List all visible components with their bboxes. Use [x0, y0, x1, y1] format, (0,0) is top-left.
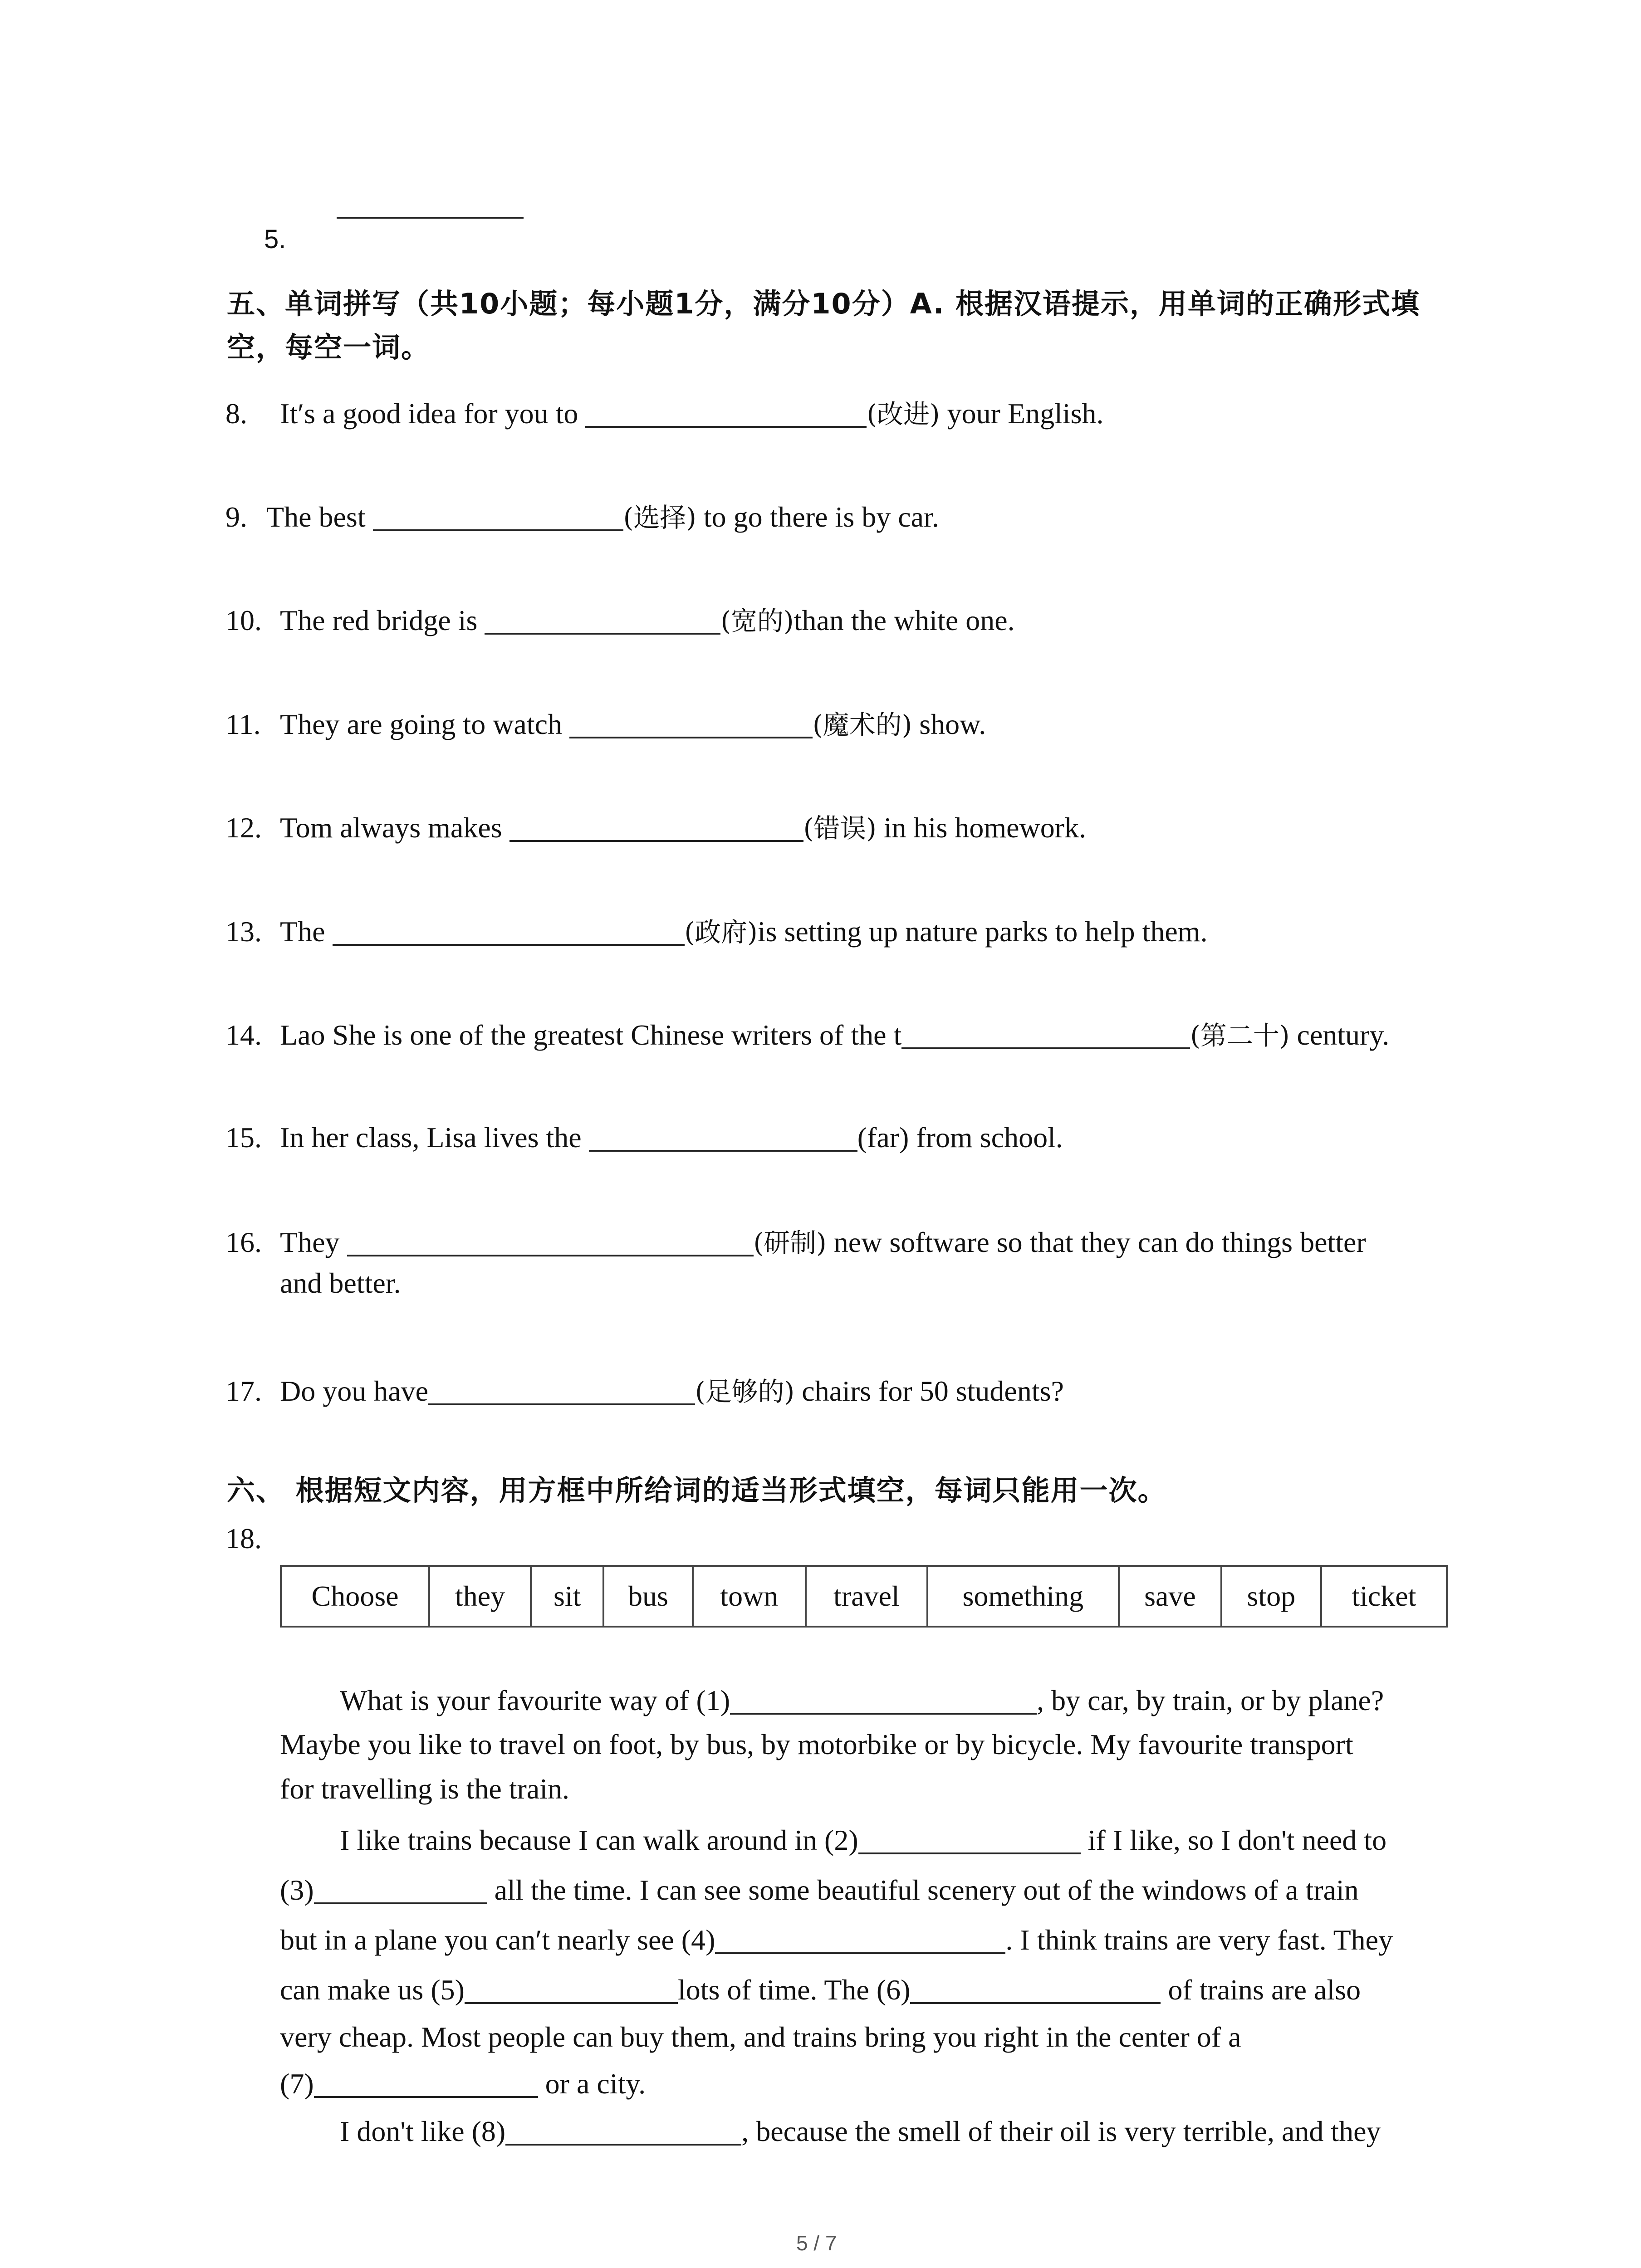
passage-blank-2[interactable]	[858, 1821, 1081, 1854]
passage-blank-7[interactable]	[314, 2064, 538, 2098]
chinese-hint: (错误)	[803, 813, 877, 844]
question-text: The	[280, 915, 333, 948]
passage-text: all the time. I can see some beautiful scenery out of the windows of a train	[487, 1873, 1359, 1906]
question-text-end: chairs for 50 students?	[794, 1375, 1064, 1407]
question-text-end: century.	[1289, 1019, 1390, 1051]
section5-heading	[227, 282, 1452, 369]
question-text: Lao She is one of the greatest Chinese writers of the t	[280, 1019, 902, 1051]
answer-blank[interactable]	[373, 498, 623, 531]
chinese-hint: (宽的)	[720, 606, 794, 636]
answer-blank[interactable]	[347, 1223, 754, 1256]
question-text: The red bridge is	[280, 604, 485, 636]
passage-line	[280, 1815, 1460, 1865]
chinese-hint: (足够的)	[695, 1376, 795, 1407]
question-text-end: from school.	[909, 1121, 1063, 1154]
question-number-5: 5.	[264, 225, 286, 254]
passage-text: (3)	[280, 1873, 314, 1906]
passage-line	[280, 1865, 1460, 1915]
passage-line: Maybe you like to travel on foot, by bus, by motorbike or by bicycle. My favourite transport	[280, 1728, 1353, 1761]
question-10	[225, 600, 1015, 638]
chinese-hint: (改进)	[867, 399, 940, 430]
answer-blank[interactable]	[428, 1372, 695, 1405]
answer-blank[interactable]	[509, 808, 803, 842]
question-number: 9.	[225, 501, 247, 533]
question-text: Do you have	[280, 1375, 429, 1407]
passage	[280, 1678, 1460, 2154]
passage-blank-3[interactable]	[314, 1871, 487, 1904]
passage-line: very cheap. Most people can buy them, and trains bring you right in the center of a	[280, 2021, 1241, 2053]
passage-text: of trains are also	[1161, 1974, 1361, 2006]
answer-blank[interactable]	[485, 601, 720, 635]
passage-blank-4[interactable]	[715, 1921, 1005, 1954]
word-hint: (far)	[857, 1121, 909, 1154]
question-number: 17.	[225, 1375, 262, 1407]
question-text: In her class, Lisa lives the	[280, 1121, 589, 1154]
passage-text: or a city.	[538, 2068, 646, 2100]
passage-text: , because the smell of their oil is very terrible, and they	[741, 2115, 1381, 2148]
passage-line	[280, 2109, 1460, 2154]
word-box-cell: travel	[806, 1566, 927, 1627]
question-text-end: to go there is by car.	[696, 501, 939, 533]
answer-blank[interactable]	[569, 705, 813, 738]
section5-heading-line1: 五、单词拼写（共10小题；每小题1分，满分10分）A. 根据汉语提示，用单词的正确形式填	[227, 287, 1420, 320]
passage-text: lots of time. The (6)	[677, 1974, 911, 2006]
passage-text: . I think trains are very fast. They	[1005, 1923, 1393, 1956]
question-number: 8.	[225, 397, 247, 430]
question-9	[225, 496, 939, 534]
question-text: They are going to watch	[280, 708, 569, 740]
passage-blank-5[interactable]	[465, 1970, 678, 2004]
passage-blank-8[interactable]	[505, 2112, 741, 2146]
passage-line	[280, 1678, 1460, 1722]
section6-heading: 六、 根据短文内容，用方框中所给词的适当形式填空，每词只能用一次。	[227, 1474, 1167, 1507]
passage-text: I like trains because I can walk around in (2)	[340, 1823, 858, 1856]
question-number: 11.	[225, 708, 261, 740]
word-box-cell: stop	[1221, 1566, 1321, 1627]
question-16	[225, 1222, 1366, 1260]
section5-heading-line2: 空，每空一词。	[227, 331, 431, 364]
question-number: 12.	[225, 811, 262, 844]
passage-text: (7)	[280, 2068, 314, 2100]
word-box-cell: ticket	[1321, 1566, 1447, 1627]
answer-blank[interactable]	[589, 1118, 857, 1152]
word-box-cell: something	[927, 1566, 1119, 1627]
passage-text: What is your favourite way of (1)	[340, 1684, 730, 1716]
question-number: 13.	[225, 915, 262, 948]
question-text-end: new software so that they can do things better	[826, 1226, 1366, 1258]
question-text-end: your English.	[940, 397, 1104, 430]
question-text: The best	[266, 501, 373, 533]
answer-line-5[interactable]	[337, 217, 524, 219]
question-14	[225, 1014, 1389, 1052]
word-box-cell: town	[693, 1566, 806, 1627]
question-13	[225, 911, 1208, 949]
word-box-cell: they	[429, 1566, 531, 1627]
chinese-hint: (选择)	[623, 502, 696, 533]
question-text: They	[280, 1226, 347, 1258]
chinese-hint: (魔术的)	[813, 709, 912, 740]
page-number: 5 / 7	[796, 2231, 837, 2255]
word-box	[280, 1565, 1448, 1628]
question-number: 16.	[225, 1226, 262, 1258]
question-number: 15.	[225, 1121, 262, 1154]
passage-line	[280, 1965, 1460, 2015]
passage-text: can make us (5)	[280, 1974, 465, 2006]
passage-text: , by car, by train, or by plane?	[1037, 1684, 1384, 1716]
word-box-cell: bus	[603, 1566, 692, 1627]
word-box-cell: save	[1119, 1566, 1221, 1627]
question-text-end: than the white one.	[794, 604, 1015, 636]
answer-blank[interactable]	[901, 1016, 1190, 1049]
passage-blank-1[interactable]	[730, 1681, 1037, 1715]
passage-line	[280, 1915, 1460, 1965]
question-text: Tom always makes	[280, 811, 509, 844]
chinese-hint: (研制)	[753, 1227, 827, 1258]
chinese-hint: (第二十)	[1190, 1020, 1290, 1051]
passage-blank-6[interactable]	[910, 1970, 1161, 2004]
answer-blank[interactable]	[585, 394, 867, 428]
question-number-18: 18.	[225, 1522, 262, 1554]
passage-line	[280, 2059, 1460, 2109]
question-text-end: show.	[912, 708, 986, 740]
question-text-end: in his homework.	[876, 811, 1087, 844]
question-11	[225, 704, 986, 742]
passage-text: but in a plane you can′t nearly see (4)	[280, 1923, 715, 1956]
word-box-cell: Choose	[281, 1566, 429, 1627]
question-number: 14.	[225, 1019, 262, 1051]
passage-text: I don't like (8)	[340, 2115, 506, 2148]
question-text: It′s a good idea for you to	[280, 397, 586, 430]
question-17	[225, 1370, 1064, 1408]
question-12	[225, 807, 1086, 845]
question-number: 10.	[225, 604, 262, 636]
chinese-hint: (政府)	[684, 917, 758, 948]
answer-blank[interactable]	[333, 912, 685, 946]
passage-text: if I like, so I don't need to	[1080, 1823, 1387, 1856]
question-16-continuation: and better.	[280, 1267, 401, 1299]
question-text-end: is setting up nature parks to help them.	[757, 915, 1208, 948]
question-15	[225, 1118, 1063, 1154]
word-box-cell: sit	[531, 1566, 603, 1627]
passage-line: for travelling is the train.	[280, 1772, 570, 1805]
question-8	[225, 393, 1104, 431]
